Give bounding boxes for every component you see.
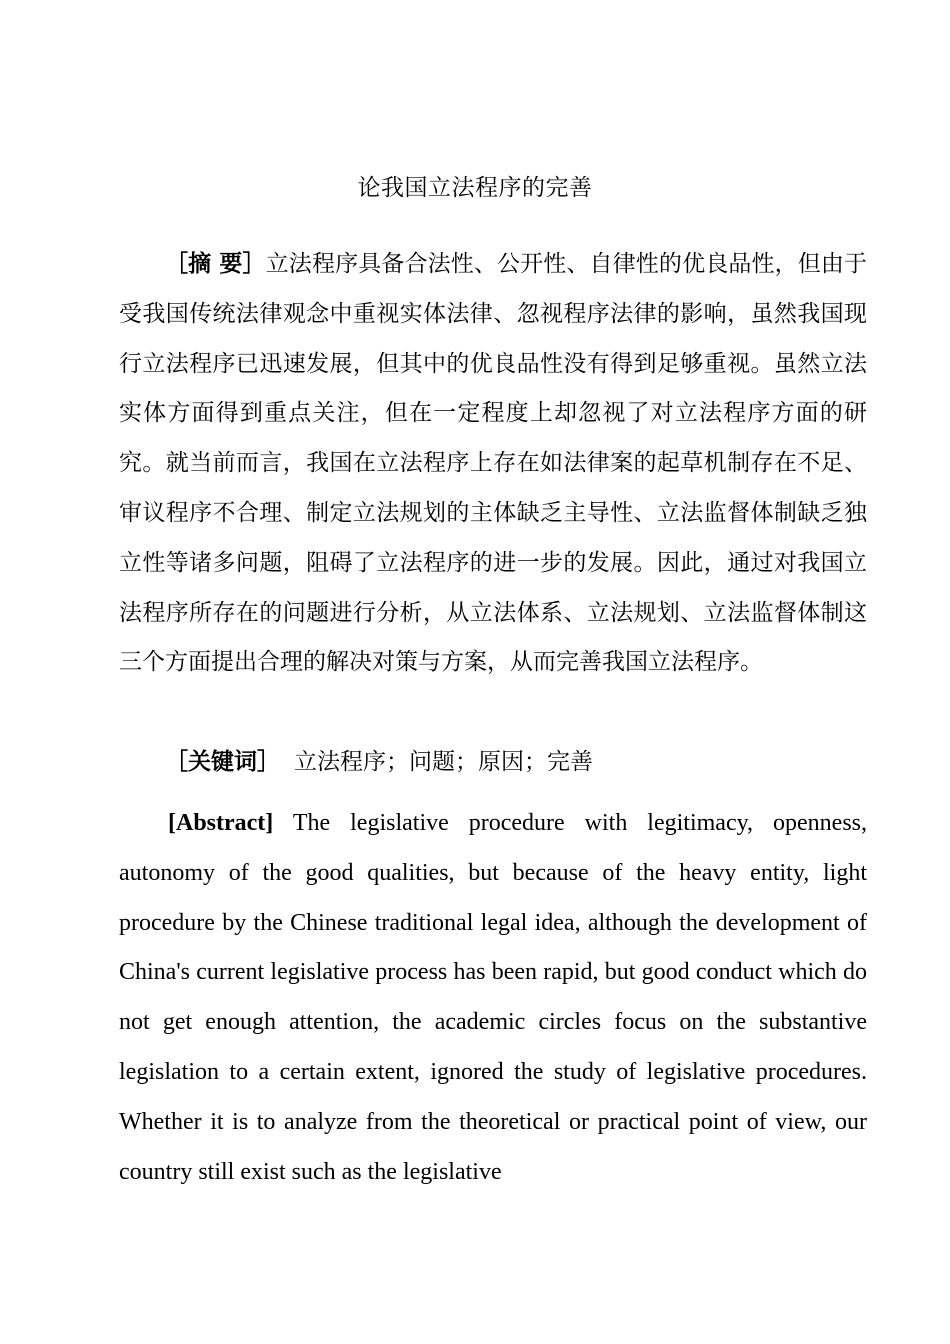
english-abstract-text: The legislative procedure with legitimacy, openness, autonomy of the good qualities, but because of the heavy entity, light procedure by the Chinese traditional legal idea, although the development of China's current legislative process has been rapid, but good conduct which do not get enough attention, the academic circles focus on the substantive legislation to a certain extent, ignored the study of legislative procedures. Whether it is to analyze from the theoretical or practical point of view, our country still exist such as the legislative (119, 810, 867, 1185)
chinese-keywords-text: 立法程序；问题；原因；完善 (294, 749, 593, 775)
chinese-abstract-label: ［摘 要］ (165, 251, 266, 277)
english-abstract-label: [Abstract] (168, 810, 274, 836)
page-title: 论我国立法程序的完善 (357, 175, 593, 201)
chinese-abstract-paragraph (119, 240, 867, 688)
chinese-abstract-text: 立法程序具备合法性、公开性、自律性的优良品性，但由于受我国传统法律观念中重视实体法律、忽视程序法律的影响，虽然我国现行立法程序已迅速发展，但其中的优良品性没有得到足够重视。虽然立法实体方面得到重点关注，但在一定程度上却忽视了对立法程序方面的研究。就当前而言，我国在立法程序上存在如法律案的起草机制存在不足、审议程序不合理、制定立法规划的主体缺乏主导性、立法监督体制缺乏独立性等诸多问题，阻碍了立法程序的进一步的发展。因此，通过对我国立法程序所存在的问题进行分析，从立法体系、立法规划、立法监督体制这三个方面提出合理的解决对策与方案，从而完善我国立法程序。 (119, 251, 867, 676)
english-abstract-paragraph (119, 799, 867, 1197)
chinese-keywords-paragraph (119, 738, 867, 788)
chinese-keywords-label: ［关键词］ (165, 749, 280, 775)
